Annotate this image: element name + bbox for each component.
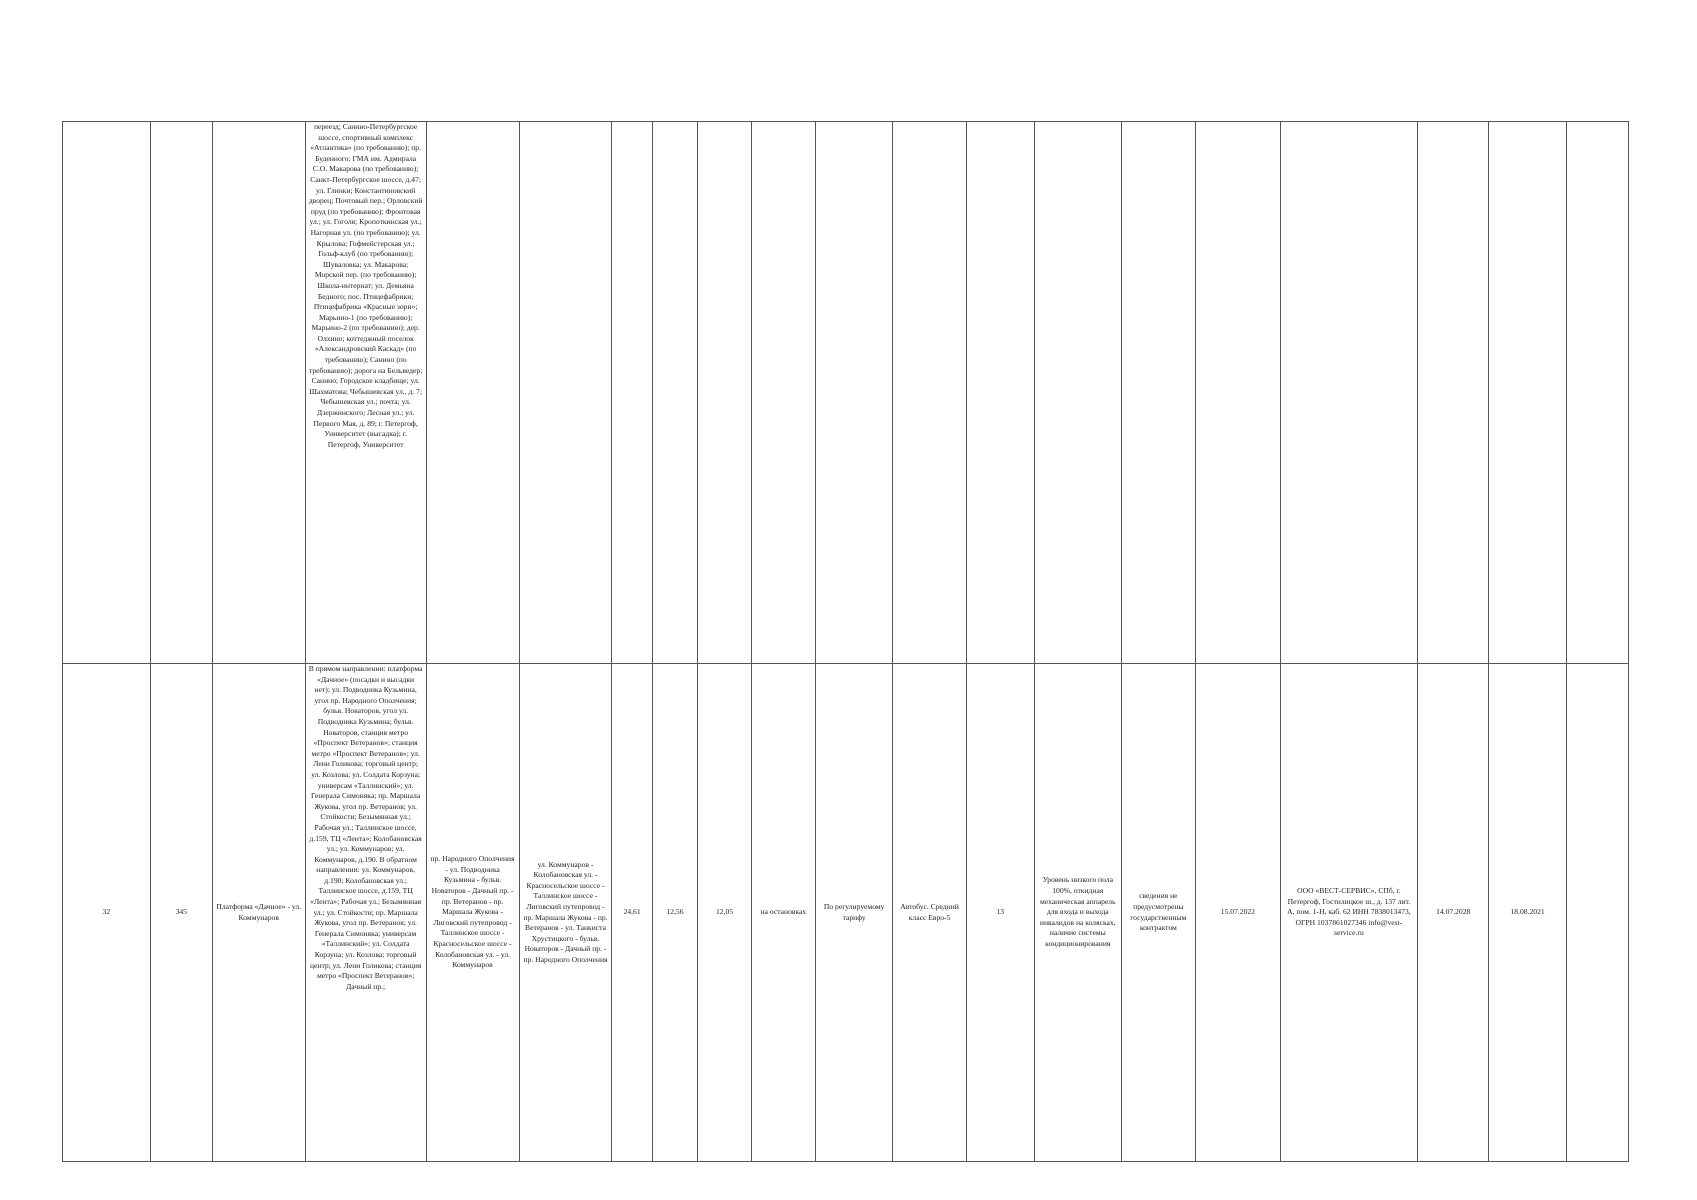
cell-stops: переезд; Санино-Петербургское шоссе, спортивный комплекс «Атлантика» (по требованию); пр. Буденного; ГМА им. Адмирала С.О. Макарова (по требованию); Санкт-Петербургское шоссе, д.47; ул. Глинки; Константиновский дворец; Почтовый пер.; Орловский пруд (по требованию); Фронтовая ул.; ул. Гоголя; Кропоткинская ул.; Нагорная ул. (по требованию); ул. Крылова; Гофмейстерская ул.; Гольф-клуб (по требованию); Шуваловка; ул. Макарова; Морской пер. (по требованию); Школа-интернат; ул. Демьяна Бедного; пос. Птицефабрики; Птицефабрика «Красные зори»; Марьино-1 (по требованию); Марьино-2 (по требованию); дер. Олхино; коттеджный поселок «Александровский Каскад» (по требованию); Санино (по требованию); дорога на Бельведер; Санино; Городское кладбище; ул. Шахматова; Чебышевская ул., д. 7; Чебышевская ул.; почта; ул. Дзержинского; Лесная ул.; ул. Первого Мая, д. 89; г. Петергоф, Университет (высадка); г. Петергоф, Университет	[305, 122, 426, 664]
cell-length-back	[698, 122, 752, 664]
cell-route-name: Платформа «Дачное» - ул. Коммунаров	[212, 664, 305, 1162]
cell-stop-order: на остановках	[751, 664, 815, 1162]
cell-reg-date	[1489, 122, 1566, 664]
cell-streets-forward: пр. Народного Ополчения - ул. Подводника Кузьмина - бульв. Новаторов - Дачный пр. - пр. Ветеранов - пр. Маршала Жукова - Лиговский путепровод - Таллинское шоссе - Красносельское шоссе - Колобановская ул. - ул. Коммунаров	[426, 664, 519, 1162]
cell-route-number: 345	[150, 664, 212, 1162]
cell-start-date: 15.07.2022	[1196, 664, 1281, 1162]
cell-streets-back	[519, 122, 612, 664]
cell-cert-date	[1418, 122, 1489, 664]
cell-carrier: ООО «ВЕСТ-СЕРВИС», СПб, г. Петергоф, Гостилицкое ш., д. 137 лит. А, пом. 1-Н, каб. 62 ИНН 7838013473, ОГРН 1037861027346 info@vest-service.ru	[1280, 664, 1417, 1162]
cell-vehicle	[893, 122, 966, 664]
cell-carrier	[1280, 122, 1417, 664]
cell-length-total: 24,61	[612, 664, 652, 1162]
cell-vehicle: Автобус. Средний класс Евро-5	[893, 664, 966, 1162]
cell-length-back: 12,05	[698, 664, 752, 1162]
cell-length-forward: 12,56	[652, 664, 697, 1162]
cell-extra	[1566, 664, 1628, 1162]
cell-length-total	[612, 122, 652, 664]
cell-quantity: 13	[966, 664, 1034, 1162]
cell-cert-date: 14.07.2028	[1418, 664, 1489, 1162]
cell-streets-forward	[426, 122, 519, 664]
cell-number	[63, 122, 151, 664]
cell-stops: В прямом направлении: платформа «Дачное» (посадки и высадки нет); ул. Подводника Кузьмина, угол пр. Народного Ополчения; бульв. Новаторов, угол ул. Подводника Кузьмина; бульв. Новаторов, станция метро «Проспект Ветеранов»; станция метро «Проспект Ветеранов»; ул. Лени Голикова; торговый центр; ул. Козлова; ул. Солдата Корзуна; универсам «Таллинский»; ул. Генерала Симоняка; пр. Маршала Жукова, угол пр. Ветеранов; ул. Стойкости; Безымянная ул.; Рабочая ул.; Таллинское шоссе, д.159, ТЦ «Лента»; Колобановская ул.; ул. Коммунаров; ул. Коммунаров, д.190. В обратном направлении: ул. Коммунаров, д.190; Колобановская ул.; Таллинское шоссе, д.159, ТЦ «Лента»; Рабочая ул.; Безымянная ул.; ул. Стойкости; пр. Маршала Жукова, угол пр. Ветеранов; ул. Генерала Симоняка; универсам «Таллинский»; ул. Солдата Корзуна; ул. Козлова; торговый центр; ул. Лени Голикова; станция метро «Проспект Ветеранов»; Дачный пр.;	[305, 664, 426, 1162]
cell-length-forward	[652, 122, 697, 664]
cell-subsidy: сведения не предусмотрены государственным контрактом	[1121, 664, 1195, 1162]
table-row	[63, 664, 1629, 1162]
cell-reg-date: 18.08.2021	[1489, 664, 1566, 1162]
cell-start-date	[1196, 122, 1281, 664]
cell-features: Уровень низкого пола 100%, откидная механическая аппарель для входа и выхода инвалидов на колясках, наличие системы кондиционирования	[1034, 664, 1121, 1162]
cell-number: 32	[63, 664, 151, 1162]
cell-extra	[1566, 122, 1628, 664]
cell-streets-back: ул. Коммунаров - Колобановская ул. - Красносельское шоссе - Таллинское шоссе - Лиговский путепровод - пр. Маршала Жукова - пр. Ветеранов - ул. Танкиста Хрустицкого - бульв. Новаторов - Дачный пр. - пр. Народного Ополчения	[519, 664, 612, 1162]
cell-subsidy	[1121, 122, 1195, 664]
cell-tariff	[815, 122, 892, 664]
cell-features	[1034, 122, 1121, 664]
cell-route-number	[150, 122, 212, 664]
cell-stop-order	[751, 122, 815, 664]
route-registry-table	[62, 121, 1629, 1162]
cell-quantity	[966, 122, 1034, 664]
table-row	[63, 122, 1629, 664]
cell-route-name	[212, 122, 305, 664]
cell-tariff: По регулируемому тарифу	[815, 664, 892, 1162]
